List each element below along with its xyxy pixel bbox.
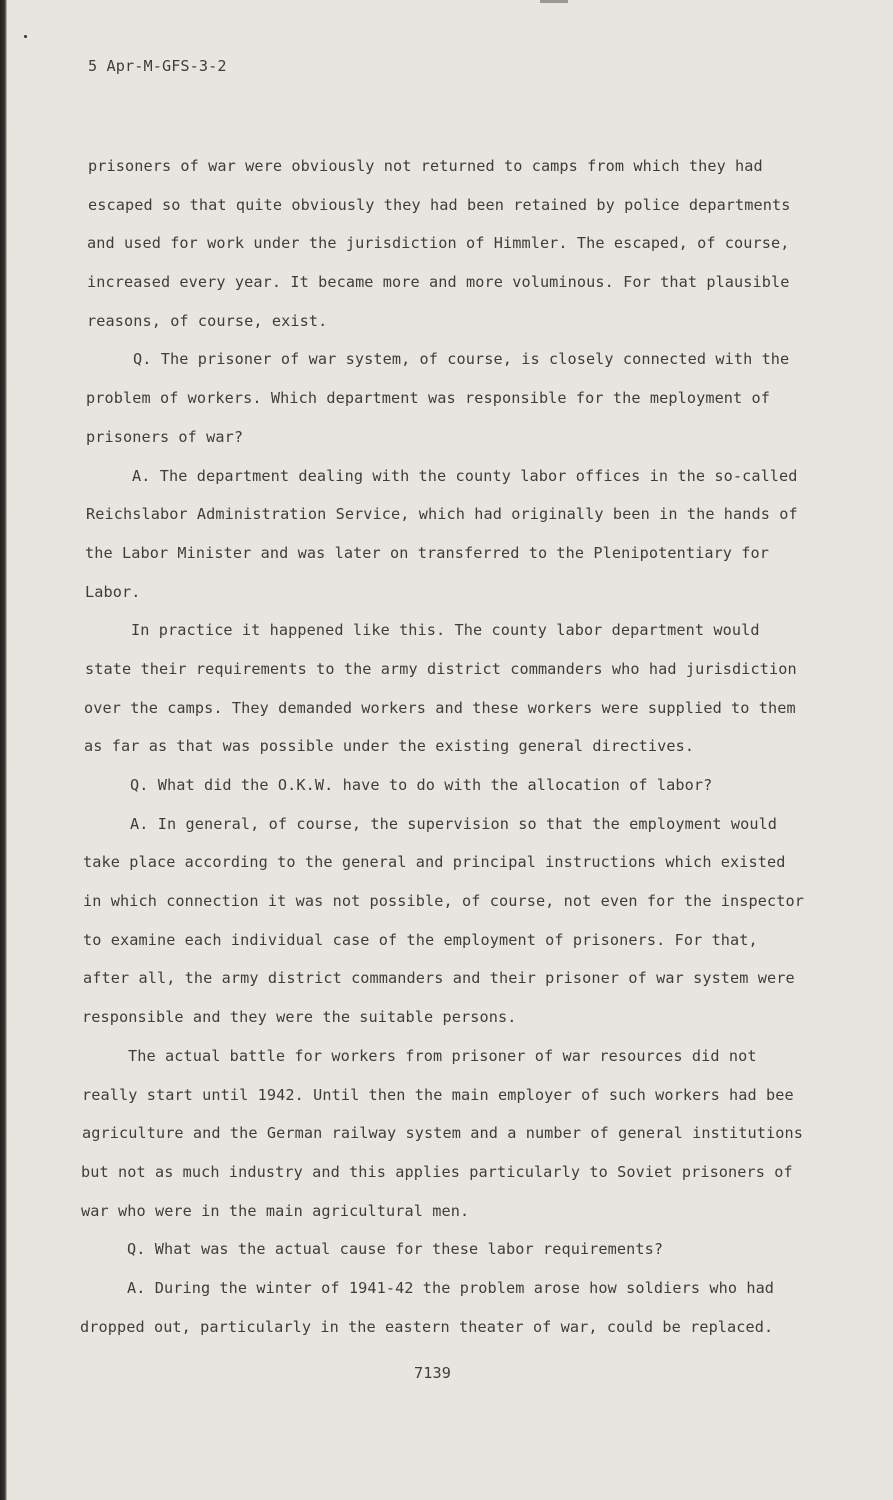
text-line: escaped so that quite obviously they had been retained by police departments bbox=[88, 195, 791, 214]
text-line: as far as that was possible under the existing general directives. bbox=[84, 737, 695, 756]
text-line: responsible and they were the suitable persons. bbox=[82, 1008, 517, 1027]
text-line: Q. What was the actual cause for these labor requirements? bbox=[127, 1240, 664, 1259]
text-line: agriculture and the German railway system and a number of general institutions bbox=[82, 1124, 804, 1143]
text-line: to examine each individual case of the employment of prisoners. For that, bbox=[83, 930, 758, 949]
text-line: A. The department dealing with the county labor offices in the so-called bbox=[132, 466, 798, 485]
text-line: Q. What did the O.K.W. have to do with the allocation of labor? bbox=[130, 776, 713, 794]
top-mark bbox=[540, 0, 568, 3]
text-line: The actual battle for workers from prisoner of war resources did not bbox=[128, 1046, 757, 1065]
text-line: take place according to the general and principal instructions which existed bbox=[83, 853, 786, 872]
text-line: in which connection it was not possible, of course, not even for the inspector bbox=[83, 892, 805, 911]
document-header: 5 Apr-M-GFS-3-2 bbox=[88, 57, 227, 75]
text-line: Reichslabor Administration Service, which had originally been in the hands of bbox=[86, 505, 798, 524]
text-line: after all, the army district commanders and their prisoner of war system were bbox=[83, 969, 795, 988]
text-line: reasons, of course, exist. bbox=[87, 311, 328, 330]
text-line: and used for work under the jurisdiction of Himmler. The escaped, of course, bbox=[87, 234, 790, 253]
text-line: prisoners of war? bbox=[86, 427, 244, 446]
document-body bbox=[0, 152, 893, 1351]
text-line: problem of workers. Which department was responsible for the meployment of bbox=[86, 389, 771, 408]
ink-speck bbox=[24, 35, 27, 38]
text-line: Q. The prisoner of war system, of course, is closely connected with the bbox=[133, 350, 790, 369]
text-line: really start until 1942. Until then the main employer of such workers had bee bbox=[82, 1085, 794, 1104]
text-line: A. In general, of course, the supervision so that the employment would bbox=[130, 814, 778, 833]
text-line: state their requirements to the army district commanders who had jurisdiction bbox=[85, 659, 797, 678]
text-line: war who were in the main agricultural men. bbox=[81, 1201, 470, 1220]
text-line: increased every year. It became more and more voluminous. For that plausible bbox=[87, 273, 790, 292]
text-line: over the camps. They demanded workers and these workers were supplied to them bbox=[84, 698, 796, 717]
text-line: the Labor Minister and was later on transferred to the Plenipotentiary for bbox=[85, 543, 770, 562]
text-line: Labor. bbox=[85, 582, 141, 601]
text-line: A. During the winter of 1941-42 the problem arose how soldiers who had bbox=[127, 1278, 775, 1297]
page-number: 7139 bbox=[414, 1364, 451, 1382]
text-line: dropped out, particularly in the eastern theater of war, could be replaced. bbox=[80, 1317, 774, 1336]
text-line: prisoners of war were obviously not returned to camps from which they had bbox=[88, 157, 763, 175]
text-line: but not as much industry and this applies particularly to Soviet prisoners of bbox=[81, 1162, 793, 1181]
text-line: In practice it happened like this. The county labor department would bbox=[131, 621, 760, 640]
